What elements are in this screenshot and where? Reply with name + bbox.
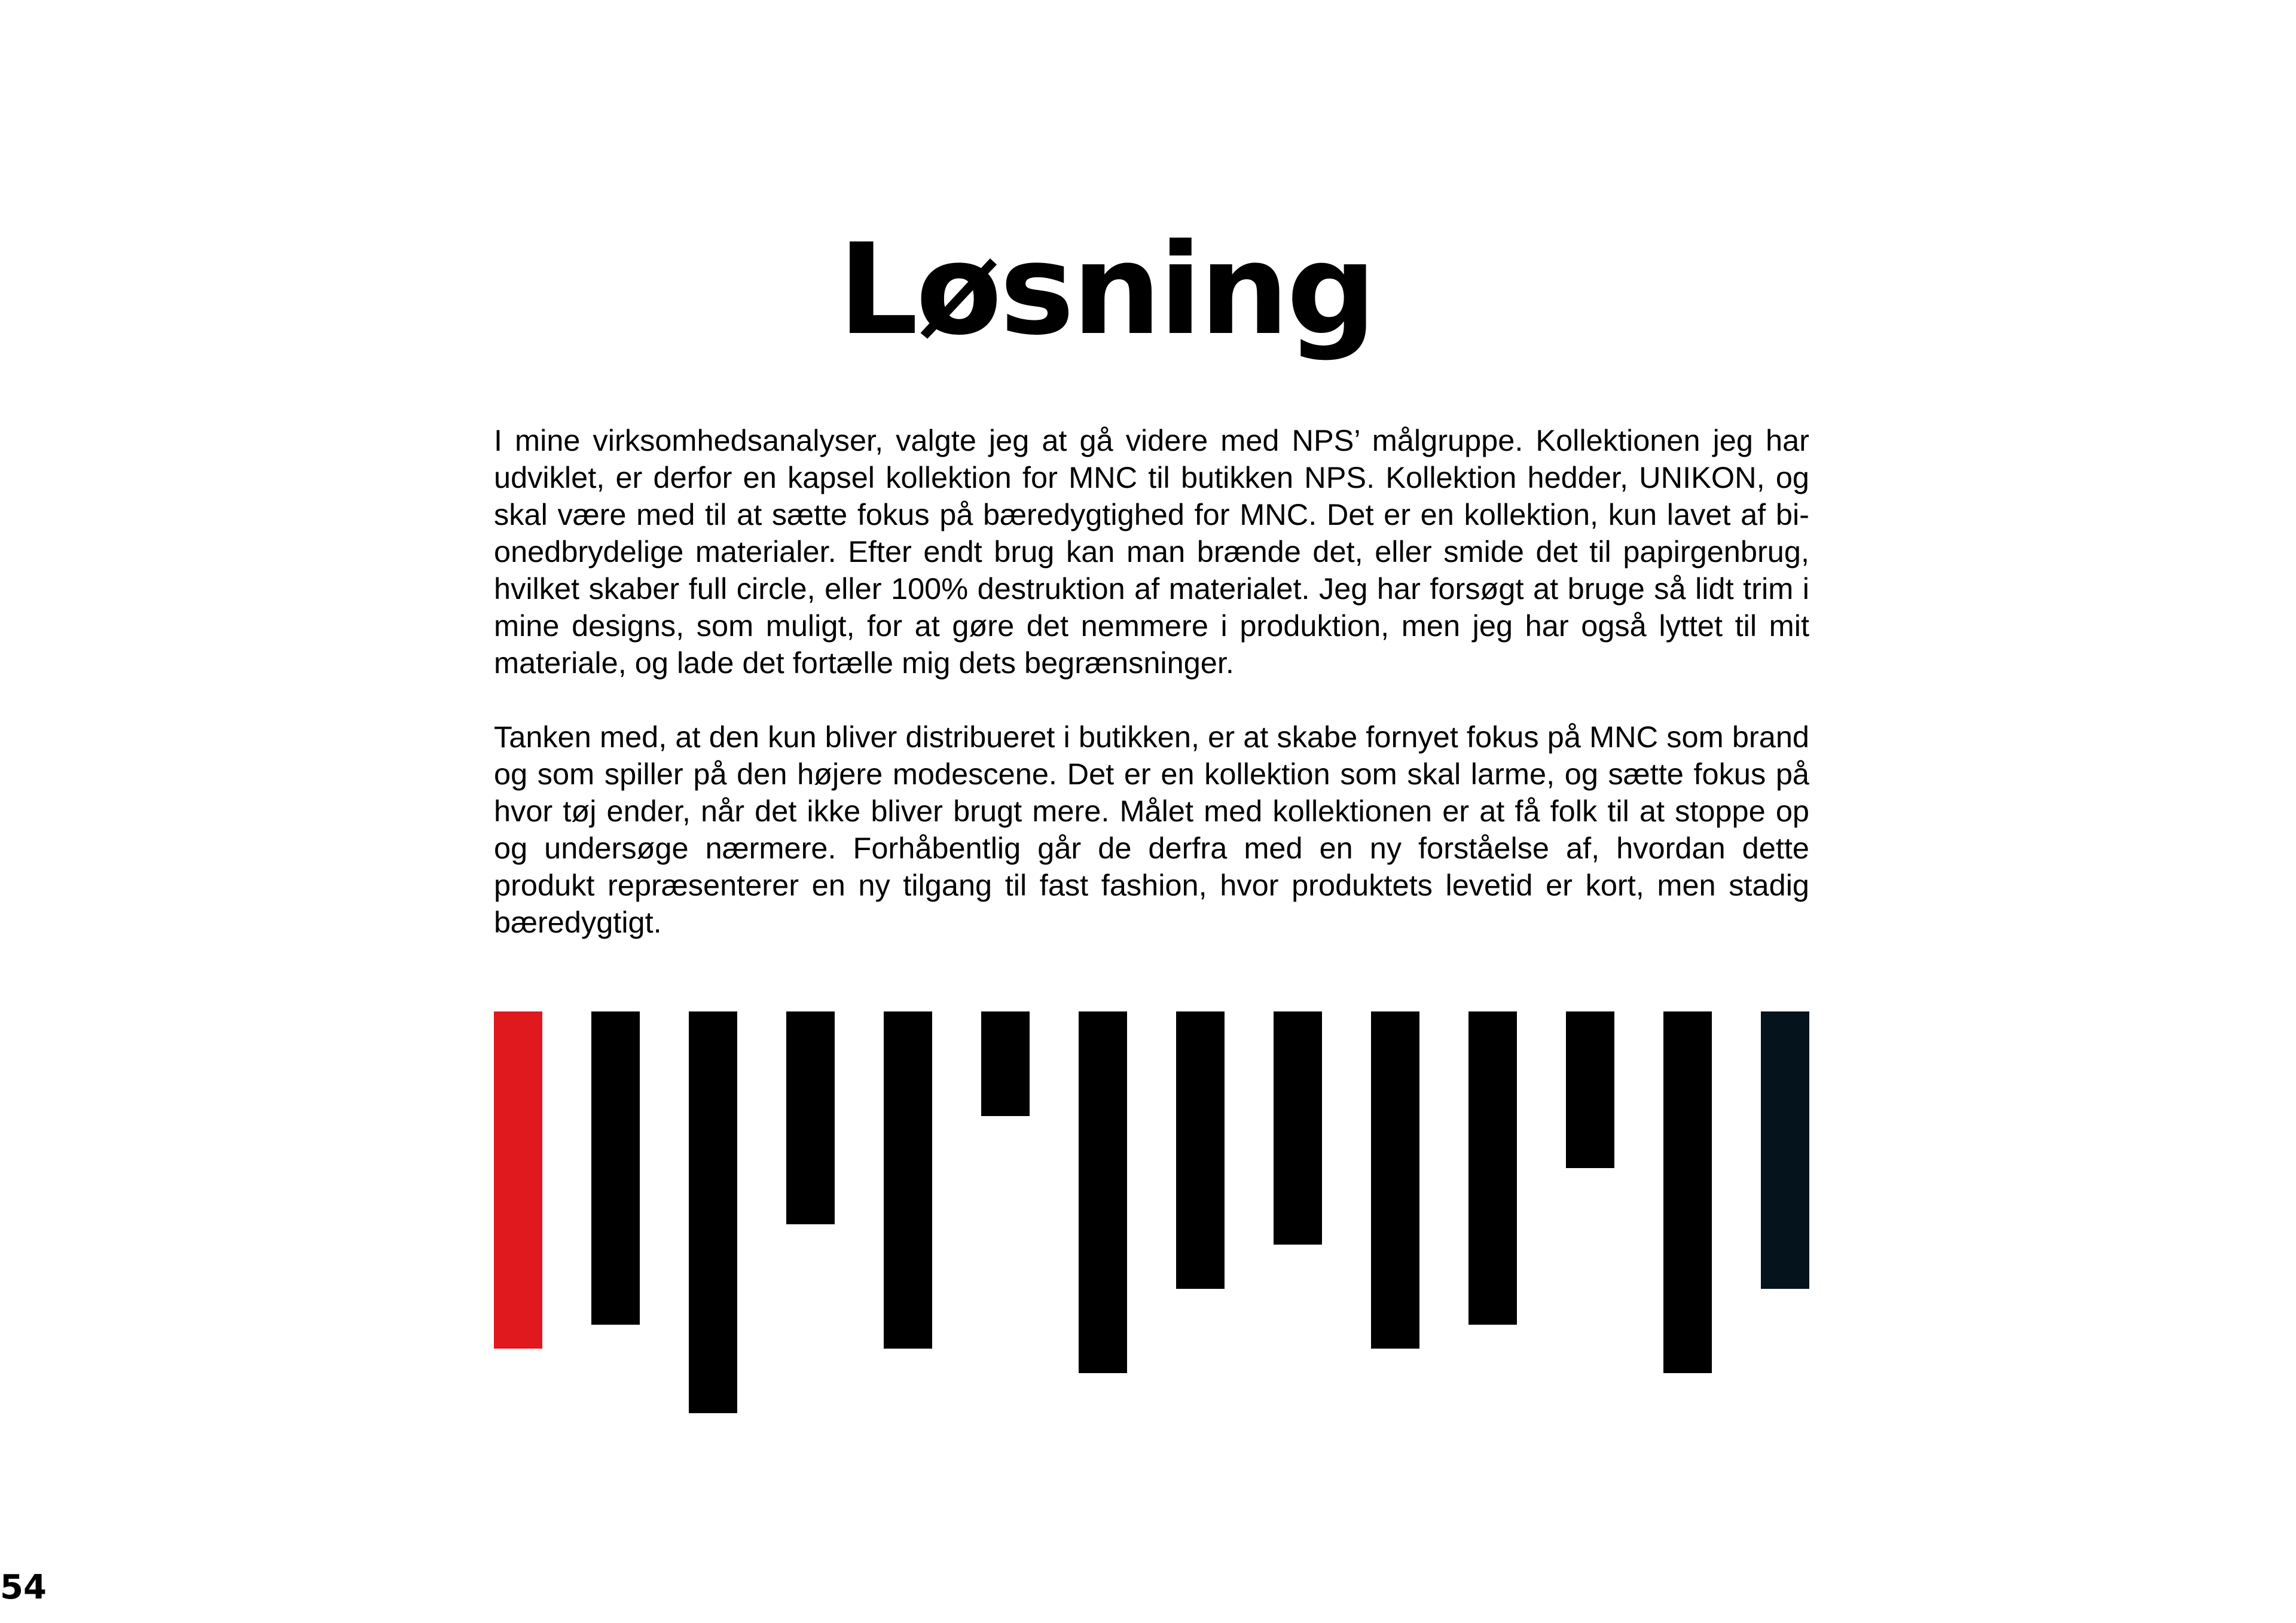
page-number: 54	[0, 1568, 47, 1607]
barcode-bar	[1468, 1011, 1517, 1325]
barcode-bar	[786, 1011, 835, 1224]
barcode-bar	[1371, 1011, 1419, 1349]
body-text	[494, 422, 1809, 978]
barcode-bar	[1663, 1011, 1712, 1373]
page-title: Løsning	[838, 216, 1375, 363]
barcode-bar	[1079, 1011, 1127, 1373]
barcode-bar	[591, 1011, 640, 1325]
barcode-bar	[884, 1011, 932, 1349]
barcode-bar	[1274, 1011, 1322, 1245]
body-paragraph-2: Tanken med, at den kun bliver distribueret i butikken, er at skabe fornyet fokus på MNC som brand og som spiller på den højere modescene. Det er en kollektion som skal larme, og sætte fokus på hvor tøj ender, når det ikke bliver brugt mere. Målet med kollektionen er at få folk til at stoppe op og undersøge nærmere. Forhåbentlig går de derfra med en ny forståelse af, hvordan dette produkt repræsenterer en ny tilgang til fast fashion, hvor produktets levetid er kort, men stadig bæredygtigt.	[494, 720, 1809, 939]
body-paragraph-1: I mine virksomhedsanalyser, valgte jeg at gå videre med NPS’ målgruppe. Kollektionen jeg har udviklet, er derfor en kapsel kollektion for MNC til butikken NPS. Kollektion hedder, UNIKON, og skal være med til at sætte fokus på bæredygtighed for MNC. Det er en kollektion, kun lavet af bi-onedbrydelige materialer. Efter endt brug kan man brænde det, eller smide det til papirgenbrug, hvilket skaber full circle, eller 100% destruktion af materialet. Jeg har forsøgt at bruge så lidt trim i mine designs, som muligt, for at gøre det nemmere i produktion, men jeg har også lyttet til mit materiale, og lade det fortælle mig dets begrænsninger.	[494, 423, 1809, 680]
barcode-bar	[1566, 1011, 1614, 1168]
barcode-bar	[1176, 1011, 1225, 1289]
barcode-bar	[981, 1011, 1030, 1116]
barcode-bar	[494, 1011, 542, 1349]
barcode-bar	[1761, 1011, 1809, 1289]
barcode-bar	[689, 1011, 737, 1413]
